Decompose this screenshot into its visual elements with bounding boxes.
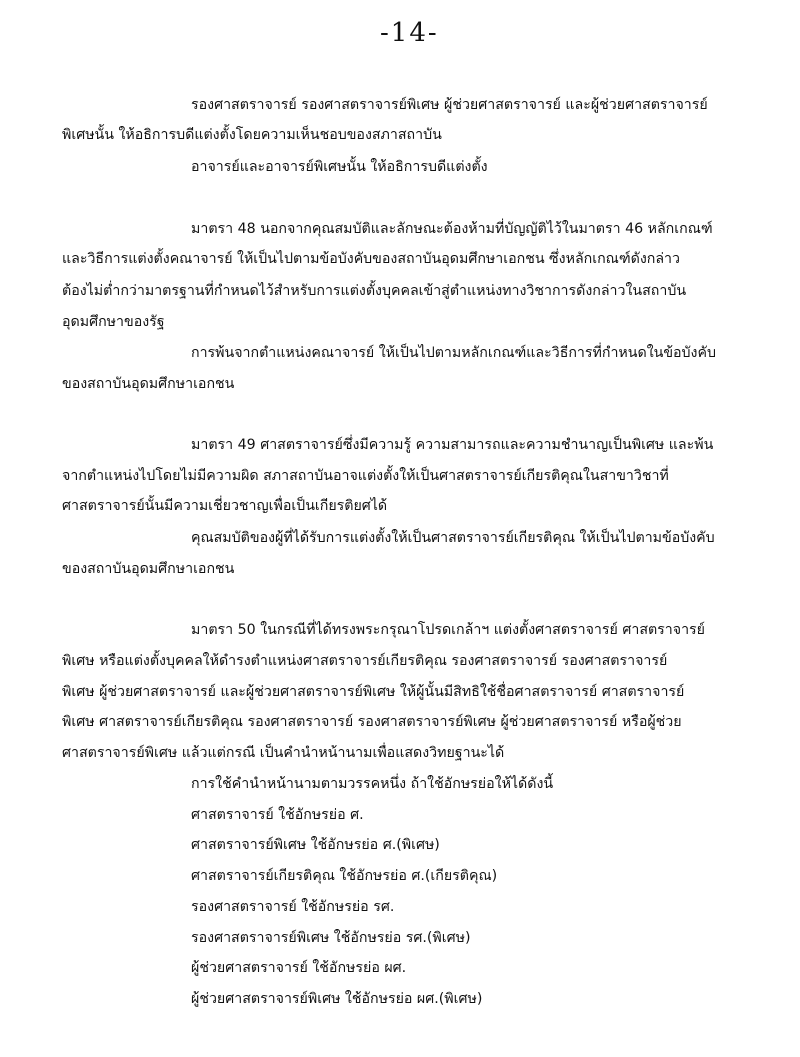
section-48-line: และวิธีการแต่งตั้งคณาจารย์ ให้เป็นไปตามข้อบังคับของสถาบันอุดมศึกษาเอกชน ซึ่งหลักเกณฑ์ดังกล่าว [62, 251, 680, 267]
section-50-line: พิเศษ ศาสตราจารย์เกียรติคุณ รองศาสตราจารย์ รองศาสตราจารย์พิเศษ ผู้ช่วยศาสตราจารย์ หรือผู้ช่วย [62, 714, 682, 730]
paragraph-line: อาจารย์และอาจารย์พิเศษนั้น ให้อธิการบดีแต่งตั้ง [191, 159, 488, 175]
abbreviation-item: รองศาสตราจารย์พิเศษ ใช้อักษรย่อ รศ.(พิเศษ) [191, 930, 471, 946]
paragraph-line: พิเศษนั้น ให้อธิการบดีแต่งตั้งโดยความเห็นชอบของสภาสถาบัน [62, 127, 442, 143]
paragraph-line: การพ้นจากตำแหน่งคณาจารย์ ให้เป็นไปตามหลักเกณฑ์และวิธีการที่กำหนดในข้อบังคับ [191, 345, 716, 361]
section-50-line: มาตรา 50 ในกรณีที่ได้ทรงพระกรุณาโปรดเกล้าฯ แต่งตั้งศาสตราจารย์ ศาสตราจารย์ [191, 622, 705, 638]
paragraph-line: ของสถาบันอุดมศึกษาเอกชน [62, 561, 235, 577]
abbreviation-item: ศาสตราจารย์ ใช้อักษรย่อ ศ. [191, 807, 364, 823]
section-49-line: ศาสตราจารย์นั้นมีความเชี่ยวชาญเพื่อเป็นเกียรติยศได้ [62, 498, 388, 514]
abbreviation-item: ผู้ช่วยศาสตราจารย์พิเศษ ใช้อักษรย่อ ผศ.(พิเศษ) [191, 991, 483, 1007]
paragraph-line: รองศาสตราจารย์ รองศาสตราจารย์พิเศษ ผู้ช่วยศาสตราจารย์ และผู้ช่วยศาสตราจารย์ [191, 97, 708, 113]
paragraph-line: การใช้คำนำหน้านามตามวรรคหนึ่ง ถ้าใช้อักษรย่อให้ได้ดังนี้ [191, 776, 554, 792]
abbreviation-item: ผู้ช่วยศาสตราจารย์ ใช้อักษรย่อ ผศ. [191, 960, 407, 976]
section-49-line: มาตรา 49 ศาสตราจารย์ซึ่งมีความรู้ ความสามารถและความชำนาญเป็นพิเศษ และพ้น [191, 437, 714, 453]
section-50-line: พิเศษ หรือแต่งตั้งบุคคลให้ดำรงตำแหน่งศาสตราจารย์เกียรติคุณ รองศาสตราจารย์ รองศาสตราจารย์ [62, 653, 668, 669]
section-49-line: จากตำแหน่งไปโดยไม่มีความผิด สภาสถาบันอาจแต่งตั้งให้เป็นศาสตราจารย์เกียรติคุณในสาขาวิชาที่ [62, 468, 669, 484]
abbreviation-item: ศาสตราจารย์พิเศษ ใช้อักษรย่อ ศ.(พิเศษ) [191, 837, 440, 853]
page-number: -14- [380, 18, 439, 48]
section-50-line: ศาสตราจารย์พิเศษ แล้วแต่กรณี เป็นคำนำหน้านามเพื่อแสดงวิทยฐานะได้ [62, 745, 505, 761]
paragraph-line: คุณสมบัติของผู้ที่ได้รับการแต่งตั้งให้เป็นศาสตราจารย์เกียรติคุณ ให้เป็นไปตามข้อบังคับ [191, 530, 715, 546]
section-48-line: ต้องไม่ต่ำกว่ามาตรฐานที่กำหนดไว้สำหรับการแต่งตั้งบุคคลเข้าสู่ตำแหน่งทางวิชาการดังกล่าวในสถาบัน [62, 283, 687, 299]
abbreviation-item: รองศาสตราจารย์ ใช้อักษรย่อ รศ. [191, 899, 395, 915]
abbreviation-item: ศาสตราจารย์เกียรติคุณ ใช้อักษรย่อ ศ.(เกียรติคุณ) [191, 868, 498, 884]
section-48-line: อุดมศึกษาของรัฐ [62, 314, 165, 330]
section-50-line: พิเศษ ผู้ช่วยศาสตราจารย์ และผู้ช่วยศาสตราจารย์พิเศษ ให้ผู้นั้นมีสิทธิใช้ชื่อศาสตราจารย์ ศาสตราจารย์ [62, 684, 685, 700]
paragraph-line: ของสถาบันอุดมศึกษาเอกชน [62, 376, 235, 392]
section-48-line: มาตรา 48 นอกจากคุณสมบัติและลักษณะต้องห้ามที่บัญญัติไว้ในมาตรา 46 หลักเกณฑ์ [191, 221, 713, 237]
